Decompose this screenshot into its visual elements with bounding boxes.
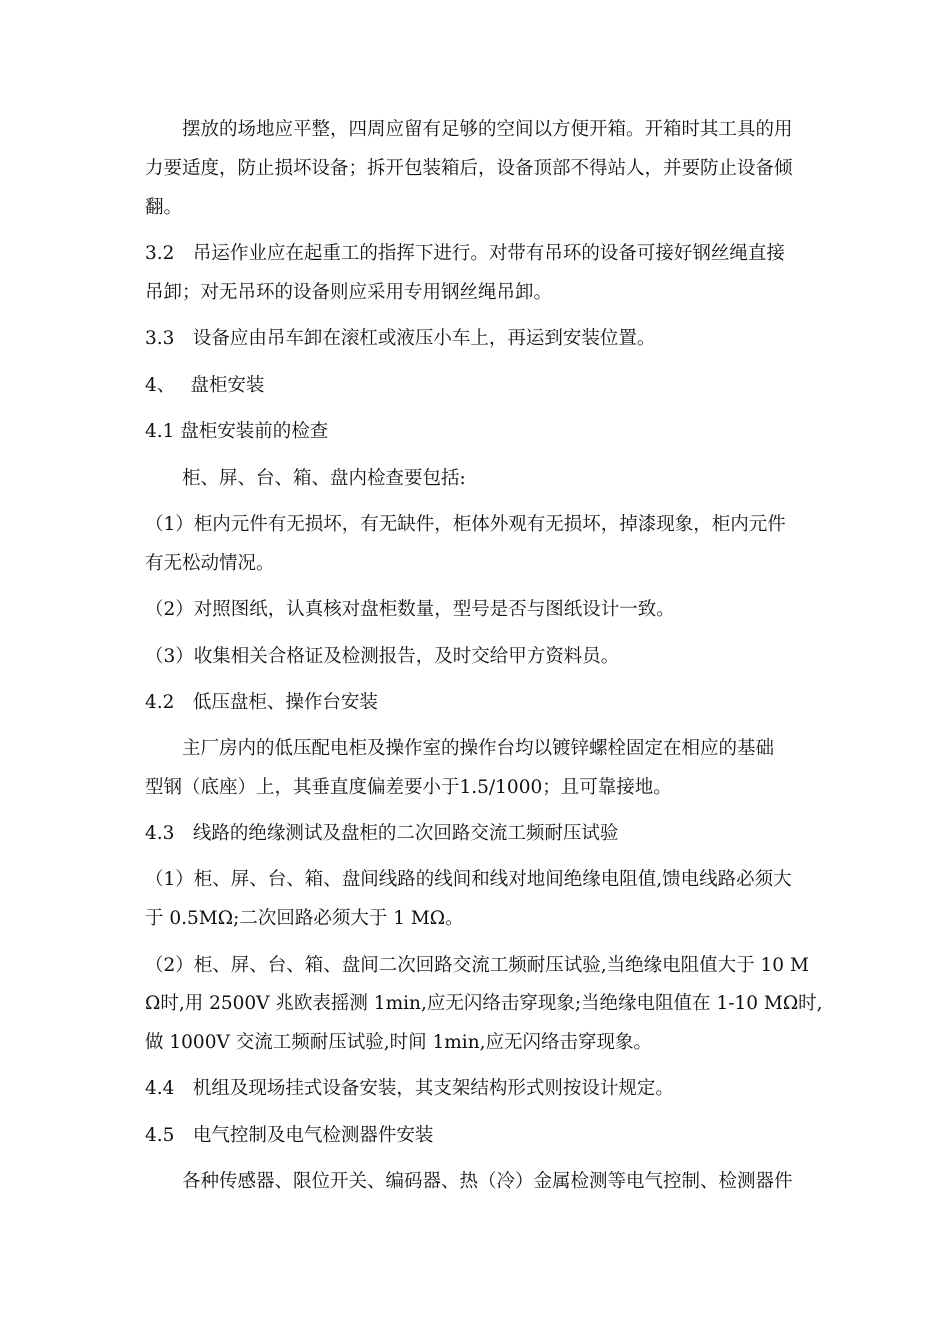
list-item: （1）柜内元件有无损坏，有无缺件，柜体外观有无损坏，掉漆现象，柜内元件 (145, 514, 786, 535)
paragraph-line: 吊卸；对无吊环的设备则应采用专用钢丝绳吊卸。 (145, 282, 553, 303)
paragraph-line: 摆放的场地应平整，四周应留有足够的空间以方便开箱。开箱时其工具的用 (182, 119, 793, 140)
paragraph-line: 力要适度，防止损坏设备；拆开包装箱后，设备顶部不得站人，并要防止设备倾 (145, 158, 793, 179)
paragraph-line: Ω时,用 2500V 兆欧表摇测 1min,应无闪络击穿现象;当绝缘电阻值在 1-10 MΩ时, (145, 993, 823, 1014)
list-item: （3）收集相关合格证及检测报告，及时交给甲方资料员。 (145, 646, 620, 667)
paragraph-line: 于 0.5MΩ;二次回路必须大于 1 MΩ。 (145, 908, 464, 929)
list-item: （1）柜、屏、台、箱、盘间线路的线间和线对地间绝缘电阻值,馈电线路必须大 (145, 869, 792, 890)
paragraph-line: 做 1000V 交流工频耐压试验,时间 1min,应无闪络击穿现象。 (145, 1032, 652, 1053)
section-heading: 3.2 吊运作业应在起重工的指挥下进行。对带有吊环的设备可接好钢丝绳直接 (145, 243, 785, 264)
section-heading: 4.1 盘柜安装前的检查 (145, 421, 329, 442)
section-heading: 4.5 电气控制及电气检测器件安装 (145, 1125, 434, 1146)
section-heading: 4.2 低压盘柜、操作台安装 (145, 692, 378, 713)
section-heading: 3.3 设备应由吊车卸在滚杠或液压小车上，再运到安装位置。 (145, 328, 656, 349)
list-item: （2）对照图纸，认真核对盘柜数量，型号是否与图纸设计一致。 (145, 599, 675, 620)
paragraph-line: 柜、屏、台、箱、盘内检查要包括: (182, 468, 466, 489)
paragraph-line: 各种传感器、限位开关、编码器、热（冷）金属检测等电气控制、检测器件 (182, 1171, 793, 1192)
section-heading: 4.3 线路的绝缘测试及盘柜的二次回路交流工频耐压试验 (145, 823, 619, 844)
paragraph-line: 有无松动情况。 (145, 553, 275, 574)
paragraph-line: 主厂房内的低压配电柜及操作室的操作台均以镀锌螺栓固定在相应的基础 (182, 738, 775, 759)
section-heading: 4.4 机组及现场挂式设备安装，其支架结构形式则按设计规定。 (145, 1078, 674, 1099)
paragraph-line: 翻。 (145, 197, 183, 218)
section-heading: 4、 盘柜安装 (145, 375, 265, 396)
list-item: （2）柜、屏、台、箱、盘间二次回路交流工频耐压试验,当绝缘电阻值大于 10 M (145, 955, 809, 976)
paragraph-line: 型钢（底座）上，其垂直度偏差要小于1.5/1000；且可靠接地。 (145, 777, 672, 798)
